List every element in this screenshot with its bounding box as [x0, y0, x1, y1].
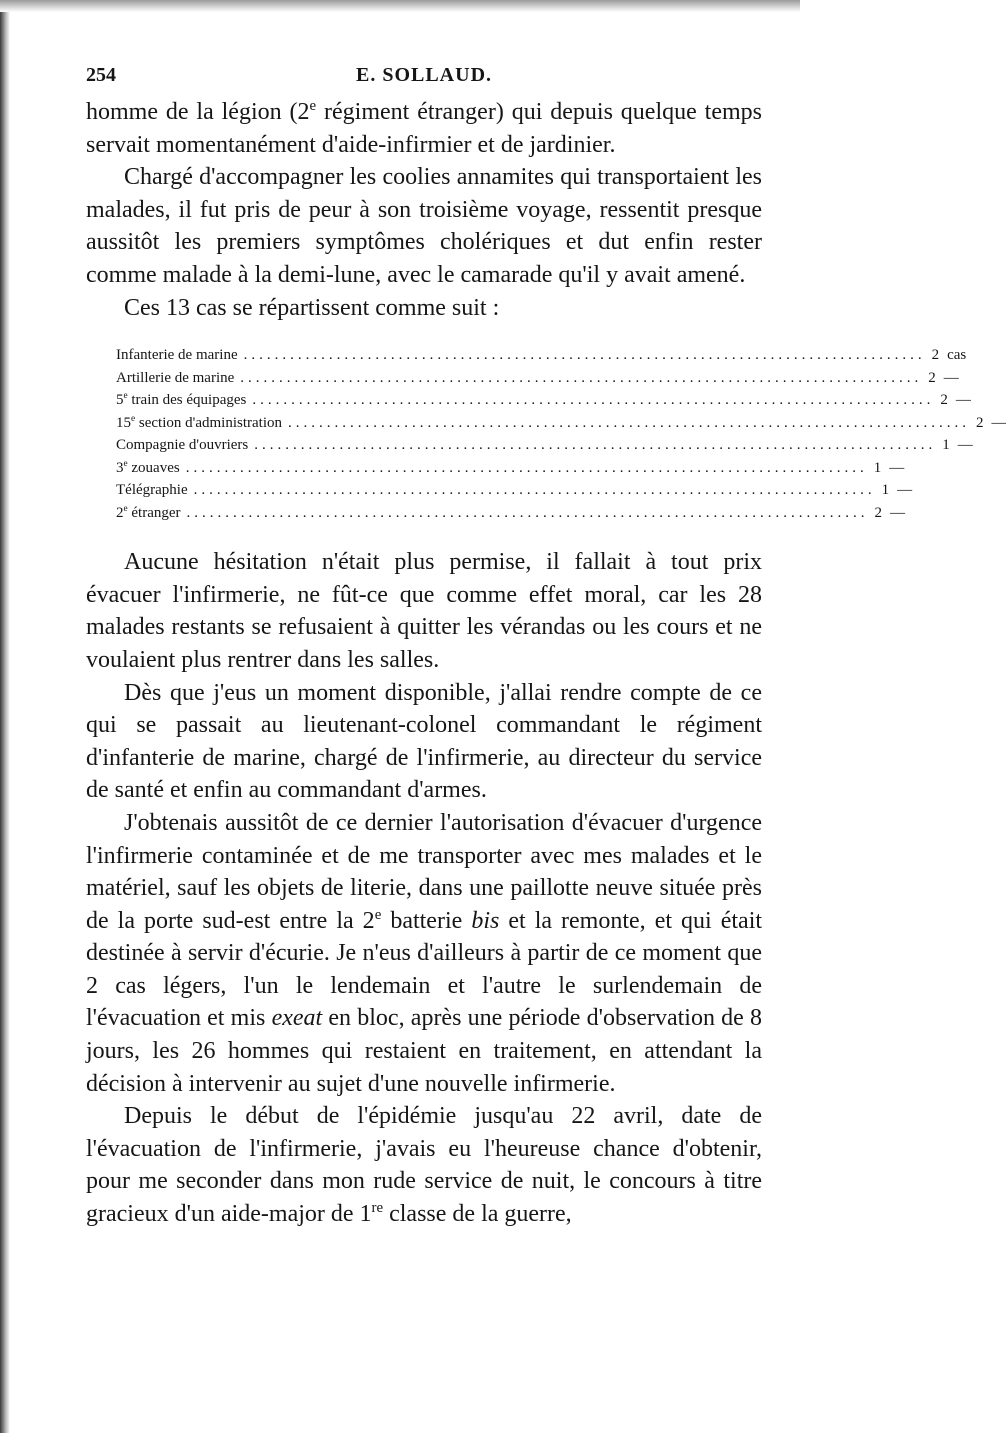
text-segment: en bloc, après une période d'observation de 8 jours, les 26 hommes qui restaient en traitement, en attendant la décision à intervenir au sujet d'une nouvelle infirmerie.: [86, 1005, 763, 1097]
case-unit: —: [897, 482, 913, 499]
dot-leader: ........................................................................................: [287, 414, 970, 431]
running-title: E. SOLLAUD.: [355, 64, 493, 86]
case-breakdown-list: [116, 344, 1006, 524]
case-count: 1: [942, 437, 950, 454]
case-count: 1: [873, 459, 882, 476]
dot-leader: ........................................................................................: [254, 437, 937, 454]
unit-label: 15e section d'administration: [116, 413, 282, 431]
case-count: 2: [931, 347, 940, 364]
case-count: 2: [928, 369, 936, 386]
scan-top-shadow: [0, 0, 800, 12]
list-item: [116, 479, 913, 502]
list-item: [116, 502, 906, 525]
dot-leader: ........................................................................................: [185, 459, 868, 476]
case-unit: —: [890, 504, 906, 521]
paragraph-aide-major: Depuis le début de l'épidémie jusqu'au 22 avril, date de l'évacuation de l'infirmerie, j'avais eu l'heureuse chance d'obtenir, pour me seconder dans mon rude service de nuit, le concours à titre gracieux d'un aide-major de 1re classe de la guerre,: [86, 1103, 762, 1228]
dot-leader: ........................................................................................: [186, 504, 869, 521]
list-item: [116, 434, 973, 457]
paragraph-evacuation: Aucune hésitation n'était plus permise, il fallait à tout prix évacuer l'infirmerie, ne fût-ce que comme effet moral, car les 28 malades restants se refusaient à quitter les vérandas ou les cours et ne voulaient plus rentrer dans les salles.: [86, 549, 762, 673]
text-segment: J'obtenais aussitôt de ce dernier l'autorisation d'évacuer d'urgence l'infirmerie contaminée et de me transporter avec mes malades et le matériel, sauf les objets de literie, dans une paillotte neuve située près de la porte sud-est entre la 2e batterie: [86, 809, 762, 934]
paragraph-continuation: homme de la légion (2e régiment étranger) qui depuis quelque temps servait momentanément d'aide-infirmier et de jardinier.: [86, 98, 762, 158]
paragraph-report: Dès que j'eus un moment disponible, j'allai rendre compte de ce qui se passait au lieutenant-colonel commandant le régiment d'infanterie de marine, chargé de l'infirmerie, au directeur du service de santé et enfin au commandant d'armes.: [86, 679, 762, 804]
unit-label: 5e train des équipages: [116, 391, 247, 409]
case-unit: —: [991, 414, 1006, 431]
book-page: [86, 62, 1006, 1231]
text-segment: et la remonte, et qui était destinée à servir d'écurie. Je n'eus d'ailleurs à partir de ce moment que 2 cas légers, l'un le lendemain et l'autre le surlendemain de l'évacuation et mis: [86, 907, 763, 1032]
case-count: 2: [940, 392, 948, 409]
unit-label: Compagnie d'ouvriers: [116, 437, 249, 454]
unit-label: 3e zouaves: [116, 458, 180, 476]
unit-label: Télégraphie: [116, 482, 188, 499]
paragraph-coolies: Chargé d'accompagner les coolies annamites qui transportaient les malades, il fut pris de peur à son troisième voyage, ressentit presque aussitôt les premiers symptômes cholériques et dut enfin rester comme malade à la demi-lune, avec le camarade qu'il y avait amené.: [86, 164, 762, 288]
italic-exeat: exeat: [271, 1005, 323, 1032]
case-unit: —: [955, 392, 971, 409]
case-unit: cas: [947, 347, 967, 364]
scan-edge-shadow: [0, 0, 10, 1433]
dot-leader: ........................................................................................: [193, 482, 876, 499]
unit-label: 2e étranger: [116, 503, 181, 521]
dot-leader: ........................................................................................: [243, 347, 926, 364]
unit-label: Artillerie de marine: [116, 369, 235, 386]
case-count: 1: [881, 482, 890, 499]
running-head: [86, 62, 762, 96]
case-unit: —: [957, 437, 973, 454]
list-item: [116, 457, 905, 480]
page-number: 254: [86, 64, 116, 86]
dot-leader: ........................................................................................: [240, 369, 923, 386]
case-unit: —: [943, 369, 959, 386]
italic-bis: bis: [471, 907, 500, 934]
unit-label: Infanterie de marine: [116, 347, 238, 364]
list-item: [116, 412, 1006, 435]
case-unit: —: [889, 459, 905, 476]
dot-leader: ........................................................................................: [252, 392, 935, 409]
case-count: 2: [975, 414, 984, 431]
case-count: 2: [874, 504, 883, 521]
list-item: [116, 344, 967, 367]
paragraph-breakdown-intro: Ces 13 cas se répartissent comme suit :: [124, 294, 500, 321]
paragraph-authorisation: [86, 807, 762, 1100]
list-item: [116, 367, 959, 390]
list-item: [116, 389, 971, 412]
